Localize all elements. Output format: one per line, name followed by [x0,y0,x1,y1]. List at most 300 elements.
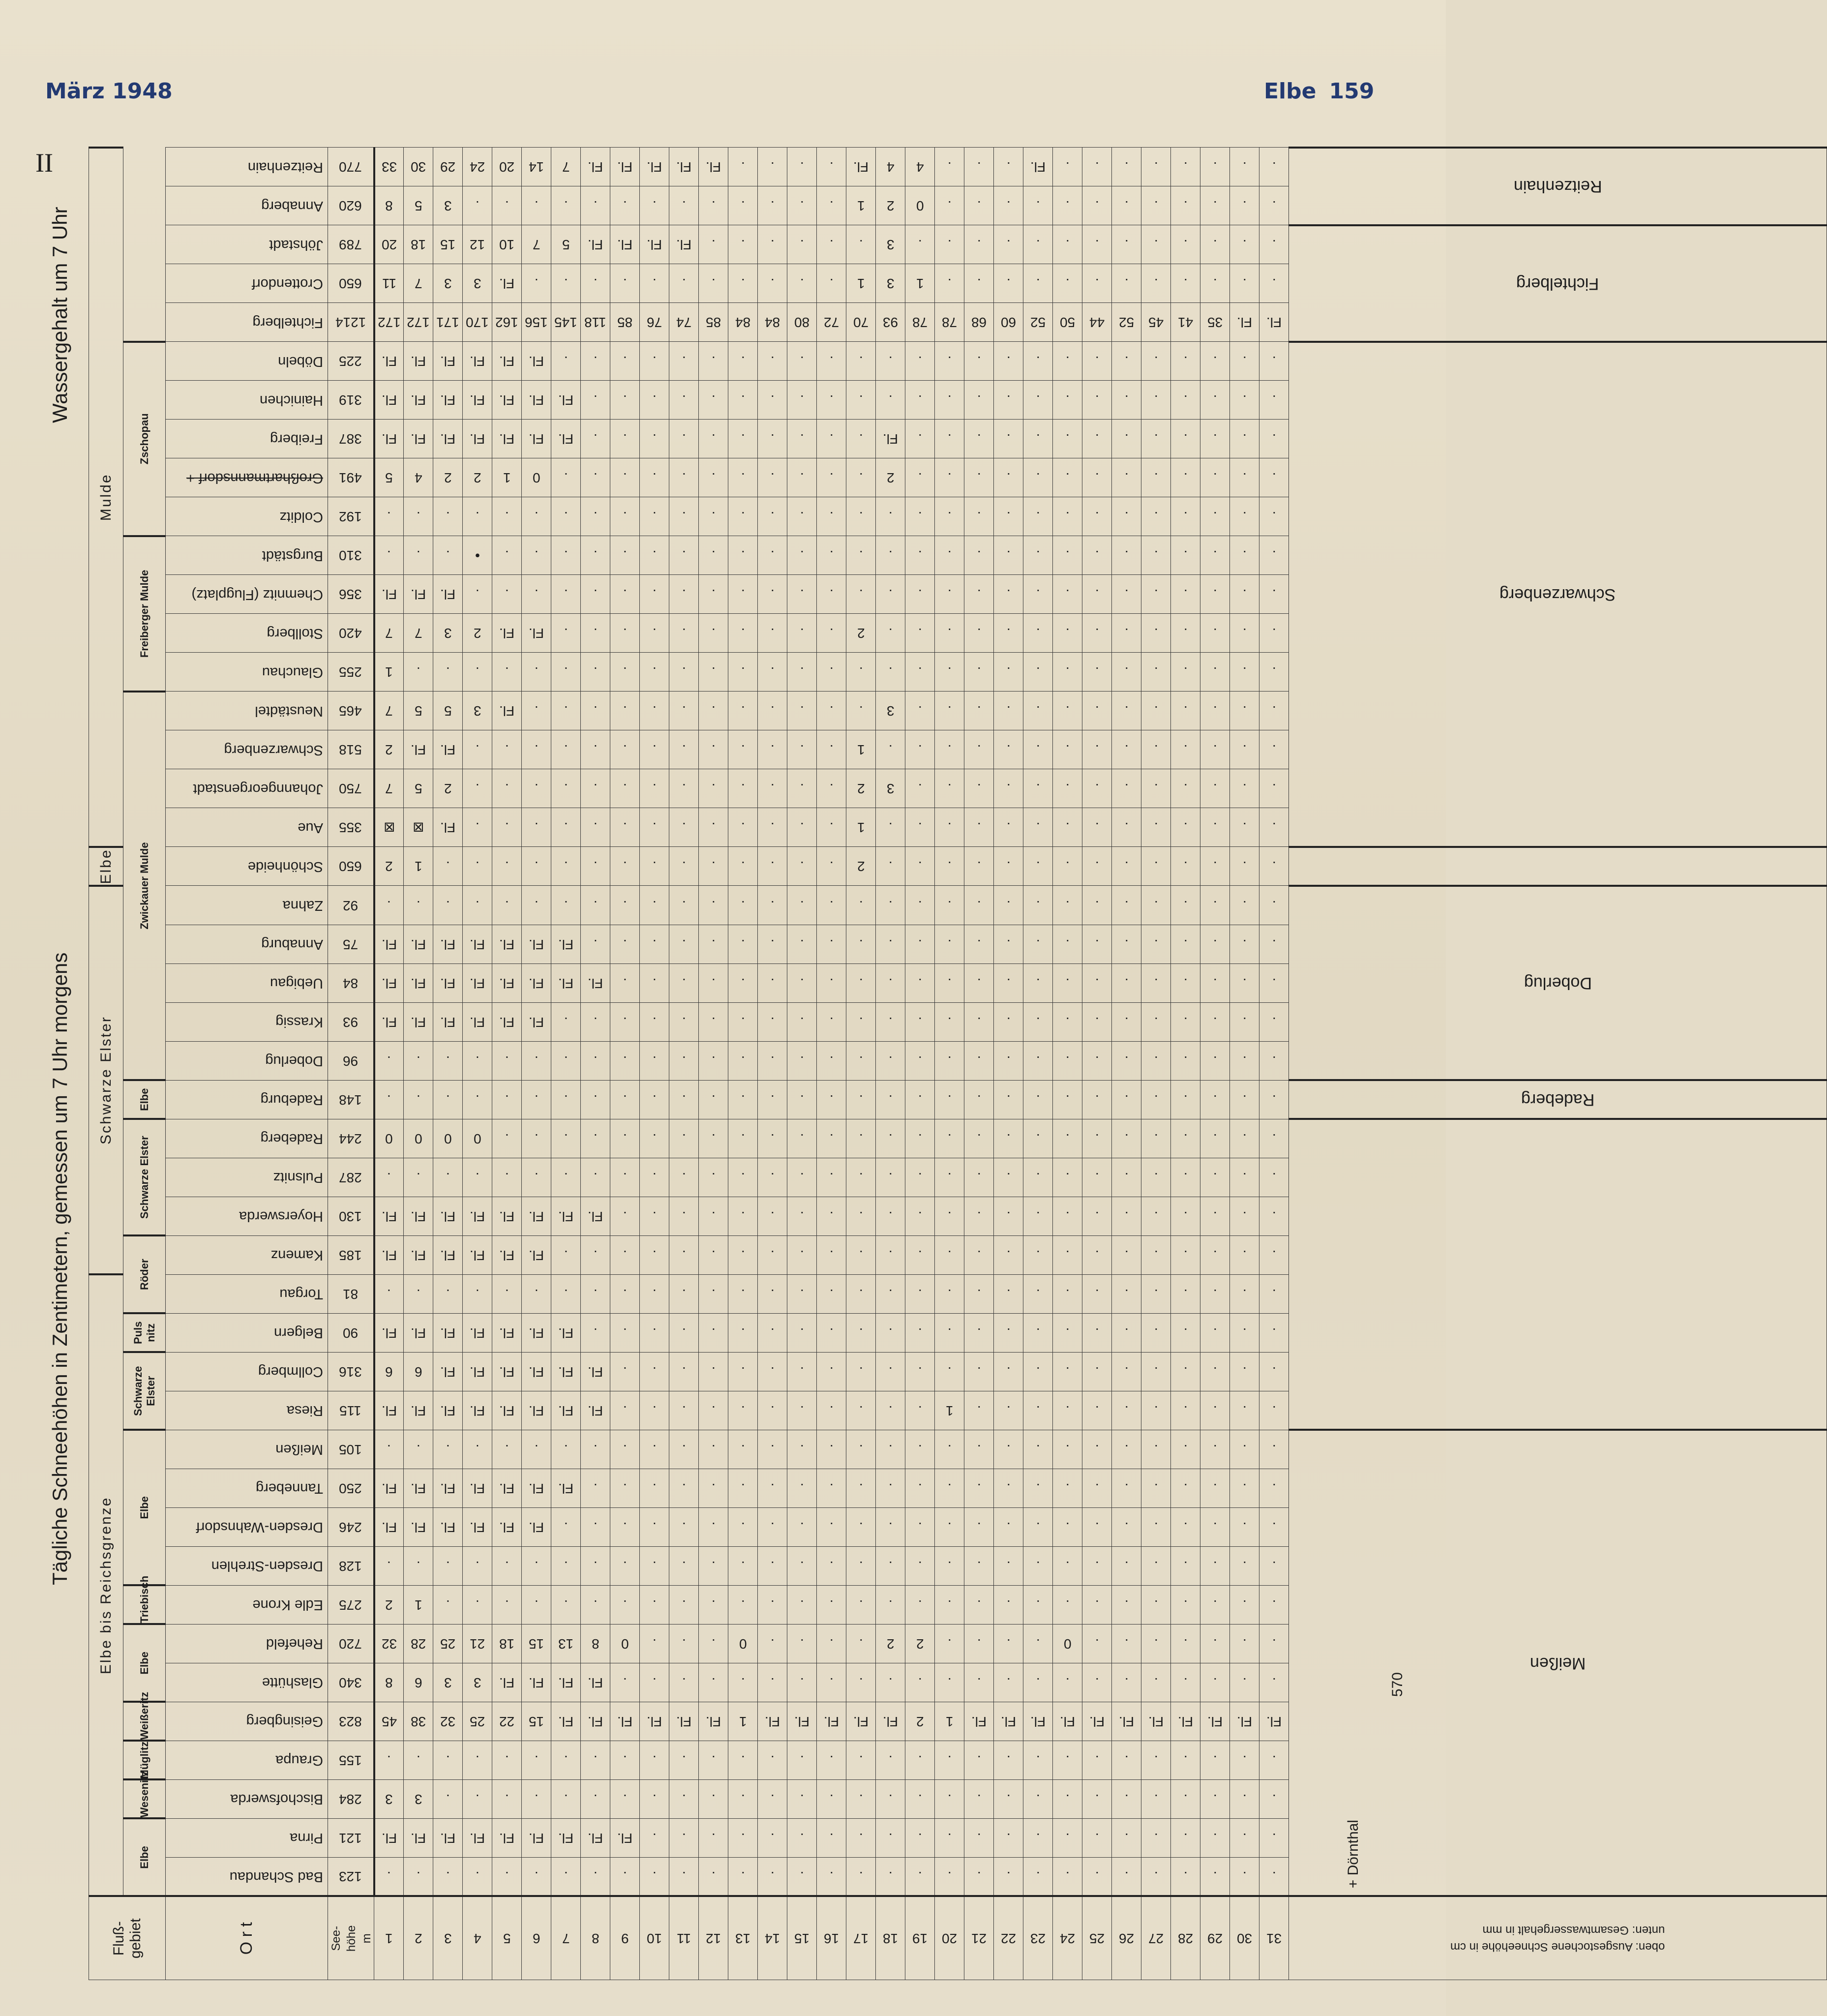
snow-value [463,381,492,420]
snow-depth: 21 [469,1636,485,1652]
snow-depth: Fl. [676,1714,692,1729]
snow-value [876,847,905,886]
snow-depth: . [475,898,479,913]
snow-depth: . [564,470,568,486]
snow-depth: . [918,587,922,602]
snow-depth: . [564,548,568,564]
snow-depth: . [416,664,420,680]
snow-depth: Fl. [499,1364,515,1380]
snow-value [1200,1430,1230,1469]
snow-value [1171,730,1200,769]
snow-value [1171,225,1200,264]
day-label: 20 [941,1931,958,1947]
snow-depth: . [800,548,804,564]
snow-depth: . [977,1325,981,1341]
snow-depth: . [1242,1403,1247,1418]
snow-value [1171,1857,1200,1896]
snow-value [551,769,581,808]
snow-value [640,1585,669,1624]
snow-value [1141,1352,1171,1391]
snow-depth: . [1272,936,1276,952]
snow-depth: . [977,237,981,253]
snow-value [1259,1507,1289,1546]
snow-value [463,497,492,536]
day-number [994,1896,1023,1980]
snow-value [1023,730,1053,769]
snow-value [551,1274,581,1313]
snow-depth: . [652,392,657,408]
snow-depth: 13 [558,1636,574,1652]
snow-value [610,303,640,342]
snow-depth: . [1006,276,1011,292]
snow-depth: . [770,354,775,369]
snow-depth: . [888,1364,893,1380]
snow-depth: . [593,587,598,602]
snow-value [846,1546,876,1585]
snow-value [935,1041,964,1080]
snow-depth: . [1183,898,1188,913]
snow-value [463,458,492,497]
snow-value [905,1430,935,1469]
snow-depth: . [652,1791,657,1807]
snow-depth: . [564,1597,568,1613]
snow-value [728,1158,758,1197]
day-label: 28 [1177,1931,1194,1947]
snow-value [1112,148,1141,186]
snow-value [1112,730,1141,769]
snow-depth: . [652,1092,657,1108]
snow-value [1141,1391,1171,1430]
snow-value [640,536,669,575]
snow-value [1259,1197,1289,1235]
snow-depth: . [1036,1364,1040,1380]
snow-depth: . [977,1752,981,1768]
snow-depth: . [711,1092,716,1108]
snow-value [492,1585,522,1624]
station-cell [166,1507,328,1546]
snow-value [433,847,463,886]
snow-value [433,1507,463,1546]
snow-value [994,1041,1023,1080]
snow-depth: . [800,1869,804,1885]
snow-value [1023,1546,1053,1585]
snow-depth: . [977,1014,981,1030]
station-cell [166,1469,328,1507]
snow-depth: . [1036,1675,1040,1690]
snow-value [994,1313,1023,1352]
snow-depth: . [888,898,893,913]
snow-value [876,1469,905,1507]
snow-depth: . [829,664,834,680]
snow-value [669,536,699,575]
snow-depth: . [711,1131,716,1146]
snow-value [1259,730,1289,769]
snow-depth: . [1242,898,1247,913]
snow-depth: . [623,1325,627,1341]
snow-depth: . [770,1869,775,1885]
snow-value [1141,808,1171,847]
snow-depth: 3 [444,626,452,641]
snow-depth: . [1154,1830,1158,1846]
snow-depth: . [1154,1053,1158,1069]
snow-value [1023,1430,1053,1469]
snow-depth: . [1065,742,1070,758]
snow-depth: . [1006,975,1011,991]
snow-depth: . [770,703,775,719]
snow-value [1200,458,1230,497]
snow-value [610,148,640,186]
snow-depth: . [1095,1364,1099,1380]
snow-depth: . [1154,742,1158,758]
snow-depth: . [1095,1675,1099,1690]
snow-value [1082,769,1112,808]
snow-depth: . [1272,1208,1276,1224]
snow-value [876,1391,905,1430]
station-name: Hoyerswerda [239,1208,323,1225]
snow-depth: . [1213,1752,1217,1768]
snow-value [374,225,404,264]
snow-depth: . [711,1014,716,1030]
snow-depth: . [829,509,834,525]
snow-depth: 118 [584,315,606,331]
snow-value [522,1158,551,1197]
snow-value [846,186,876,225]
snow-depth: . [1006,1442,1011,1457]
snow-value [758,1041,787,1080]
snow-value [1259,1313,1289,1352]
snow-value [1112,1197,1141,1235]
snow-depth: . [1183,470,1188,486]
snow-depth: . [682,1325,686,1341]
snow-value [1259,1352,1289,1391]
snow-value [758,1546,787,1585]
snow-depth: . [711,859,716,874]
snow-value [463,925,492,963]
snow-depth: Fl. [499,975,515,991]
snow-depth: . [505,1053,509,1069]
snow-depth: . [1213,509,1217,525]
snow-depth: . [1272,237,1276,253]
station-height [328,575,374,614]
snow-depth: . [1183,664,1188,680]
snow-value [581,1624,610,1663]
row-day [522,148,551,1980]
height-value: 246 [339,1519,362,1535]
snow-depth: . [1242,820,1247,836]
station-name: Bad Schandau [229,1868,323,1885]
snow-depth: 4 [916,159,924,175]
snow-depth: . [1183,1247,1188,1263]
snow-depth: . [1006,509,1011,525]
snow-depth: . [1006,1869,1011,1885]
snow-value [374,1741,404,1779]
snow-depth: Fl. [528,1247,544,1263]
snow-value [817,886,846,925]
snow-depth: . [387,1442,391,1457]
snow-value [846,1741,876,1779]
snow-depth: . [1036,703,1040,719]
snow-depth: . [770,936,775,952]
snow-value [994,381,1023,420]
snow-value [994,1119,1023,1158]
group-label: Zwickauer Mulde [123,692,166,1080]
snow-value [1230,186,1259,225]
snow-value [964,1313,994,1352]
snow-value [994,186,1023,225]
snow-value [1112,381,1141,420]
snow-depth: . [1095,354,1099,369]
snow-value [581,692,610,730]
snow-value [817,497,846,536]
snow-value [669,847,699,886]
snow-depth: . [741,1519,745,1535]
snow-depth: . [1124,1170,1129,1185]
snow-depth: . [829,1558,834,1574]
snow-depth: . [1006,936,1011,952]
snow-depth: . [446,1053,450,1069]
station-height [328,653,374,692]
snow-value [964,1741,994,1779]
snow-value [1023,1741,1053,1779]
snow-value [817,963,846,1002]
snow-value [846,1818,876,1857]
snow-value [846,1391,876,1430]
water-station-name: Meißen [1529,1654,1586,1673]
snow-depth: Fl. [381,936,397,952]
snow-depth: . [829,392,834,408]
snow-depth: . [1213,431,1217,447]
snow-value [1112,808,1141,847]
snow-value [787,342,817,381]
height-value: 121 [339,1830,362,1846]
snow-value [876,1818,905,1857]
snow-value [964,1235,994,1274]
snow-depth: . [829,820,834,836]
snow-value [669,1313,699,1352]
snow-value [994,1080,1023,1119]
snow-value [1082,1741,1112,1779]
snow-depth: 4 [886,159,895,175]
snow-value [758,303,787,342]
snow-value [905,458,935,497]
snow-value [640,1430,669,1469]
snow-value [728,1702,758,1741]
snow-depth: . [505,1558,509,1574]
snow-depth: . [652,1480,657,1496]
snow-depth: . [888,1442,893,1457]
snow-value [522,536,551,575]
snow-depth: . [1154,1675,1158,1690]
snow-value [876,264,905,303]
snow-value [669,1158,699,1197]
snow-value [433,886,463,925]
snow-value [492,730,522,769]
height-value: 96 [343,1053,359,1069]
snow-value [374,303,404,342]
snow-depth: . [1213,1675,1217,1690]
snow-depth: . [947,664,952,680]
snow-depth: . [741,1480,745,1496]
snow-value [817,1041,846,1080]
snow-value [404,1585,433,1624]
snow-depth: . [947,509,952,525]
snow-value [699,1779,728,1818]
snow-value [817,769,846,808]
snow-depth: . [1183,1675,1188,1690]
snow-depth: . [1242,354,1247,369]
snow-value [1259,847,1289,886]
snow-depth: Fl. [499,354,515,369]
snow-depth: . [534,548,539,564]
snow-value [669,186,699,225]
snow-depth: . [1272,859,1276,874]
snow-value [1112,1313,1141,1352]
snow-depth: . [829,1092,834,1108]
snow-value [404,1002,433,1041]
snow-value [669,1002,699,1041]
snow-depth: . [564,1247,568,1263]
snow-value [463,1158,492,1197]
snow-depth: . [1242,509,1247,525]
snow-depth: . [1272,1752,1276,1768]
snow-value [935,847,964,886]
snow-value [905,1818,935,1857]
snow-value [433,148,463,186]
snow-depth: . [1272,626,1276,641]
snow-depth: . [593,1442,598,1457]
snow-depth: . [623,898,627,913]
snow-depth: . [1242,1869,1247,1885]
snow-depth: . [1095,898,1099,913]
snow-value [964,1391,994,1430]
group-label: Schwarze Elster [123,1352,166,1430]
snow-value [1112,692,1141,730]
snow-value [1023,1197,1053,1235]
snow-depth: Fl. [469,431,485,447]
snow-depth: . [1124,820,1129,836]
snow-depth: . [1272,1442,1276,1457]
snow-depth: . [623,936,627,952]
snow-value [1200,1663,1230,1702]
snow-value [964,264,994,303]
snow-depth: . [1154,1247,1158,1263]
snow-depth: . [800,198,804,214]
snow-depth: . [1272,1519,1276,1535]
snow-depth: . [475,1053,479,1069]
snow-depth: . [859,1830,863,1846]
snow-value [374,847,404,886]
snow-value [551,963,581,1002]
height-value: 491 [339,470,362,486]
snow-value [1082,1041,1112,1080]
snow-value [492,148,522,186]
snow-value [876,1352,905,1391]
snow-value [640,264,669,303]
snow-depth: . [1154,936,1158,952]
snow-depth: 3 [886,237,895,253]
snow-depth: Fl. [558,1403,574,1418]
snow-value [522,1002,551,1041]
snow-depth: . [1095,587,1099,602]
snow-depth: . [1006,859,1011,874]
snow-value [522,1235,551,1274]
snow-depth: . [1154,1131,1158,1146]
snow-value [433,225,463,264]
snow-depth: . [800,1830,804,1846]
snow-depth: . [564,1286,568,1302]
snow-depth: . [1006,587,1011,602]
snow-depth: 52 [1118,315,1135,331]
snow-value [935,1391,964,1430]
snow-depth: . [800,1636,804,1652]
snow-value [522,264,551,303]
snow-value [1200,653,1230,692]
snow-value [640,1352,669,1391]
snow-value [404,342,433,381]
snow-value [404,1702,433,1741]
snow-value [492,808,522,847]
snow-value [758,1352,787,1391]
day-label: 7 [562,1931,570,1947]
snow-value [935,1197,964,1235]
snow-value [404,730,433,769]
snow-depth: . [829,781,834,797]
snow-value [699,1702,728,1741]
snow-value [1112,614,1141,653]
snow-value [1259,1119,1289,1158]
snow-value [876,692,905,730]
snow-value [728,1857,758,1896]
snow-value [610,886,640,925]
snow-depth: . [1065,548,1070,564]
snow-depth: . [1213,1014,1217,1030]
station-name: Freiberg [270,431,323,447]
snow-depth: . [918,1752,922,1768]
snow-depth: . [593,548,598,564]
snow-value [817,381,846,420]
snow-value [758,381,787,420]
snow-depth: . [800,1208,804,1224]
snow-depth: . [888,742,893,758]
group-label: Triebisch [123,1585,166,1624]
snow-value [404,1080,433,1119]
snow-depth: . [1213,703,1217,719]
snow-value [876,1002,905,1041]
snow-value [846,536,876,575]
snow-depth: . [918,1442,922,1457]
snow-value [581,730,610,769]
snow-value [581,1313,610,1352]
snow-depth: . [800,1480,804,1496]
group-label: Schwarze Elster [123,1119,166,1235]
snow-value [522,225,551,264]
basin-label: Mulde [89,148,123,847]
snow-depth: 28 [410,1636,426,1652]
snow-depth: . [1036,392,1040,408]
snow-value [846,1663,876,1702]
snow-value [728,342,758,381]
snow-value [1259,536,1289,575]
snow-depth: Fl. [646,1714,662,1729]
snow-depth: . [682,470,686,486]
snow-value [581,264,610,303]
snow-depth: 80 [794,315,810,331]
snow-depth: . [711,1869,716,1885]
snow-value [404,1507,433,1546]
snow-value [640,808,669,847]
snow-value [964,1197,994,1235]
snow-value [1082,1546,1112,1585]
